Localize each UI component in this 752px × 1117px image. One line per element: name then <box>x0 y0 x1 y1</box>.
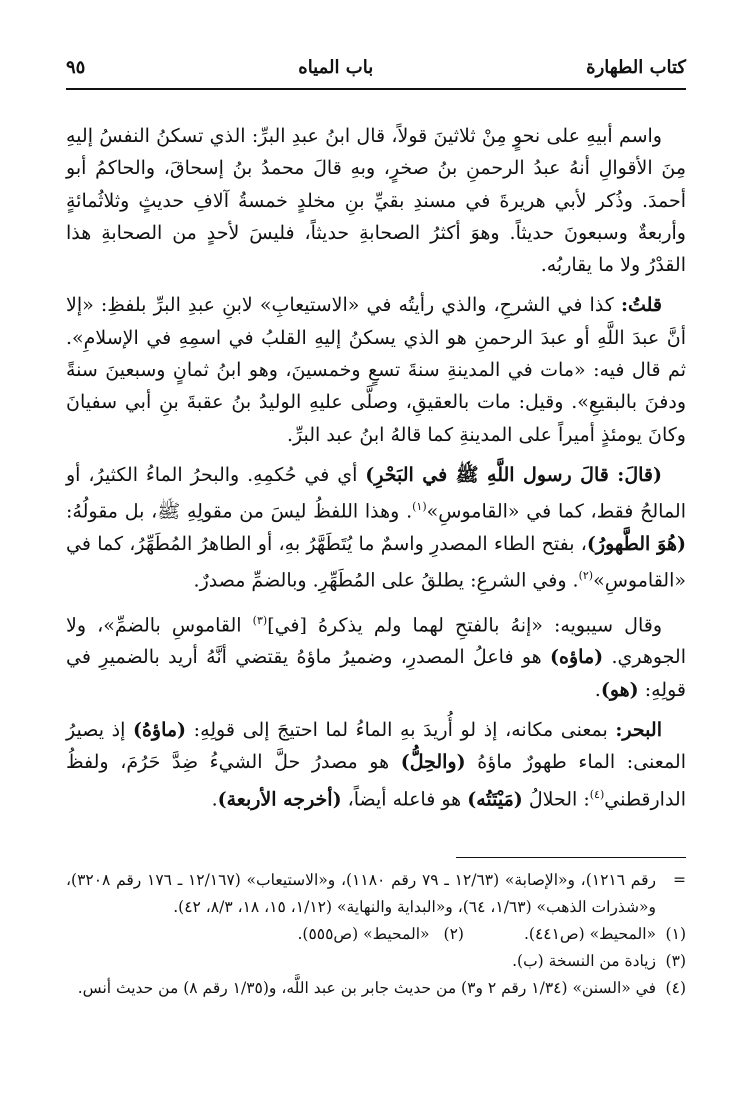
footnote-pair <box>297 921 656 948</box>
chapter-title: باب المياه <box>298 56 374 78</box>
page-number: ٩٥ <box>66 56 86 78</box>
paragraph-2-lead: قلتُ: <box>620 294 662 317</box>
footnote-mark: (٣) <box>665 952 686 970</box>
paragraph-5-text-c: هو مصدرُ حلَّ الشيءُ ضِدَّ حَرُمَ، ولفظُ الدارقطني <box>66 751 686 810</box>
paragraph-1: واسم أبيهِ على نحوٍ مِنْ ثلاثينَ قولاً، قال ابنُ عبدِ البرِّ: الذي تسكنُ النفسُ إليهِ مِنَ الأقوالِ أنهُ عبدُ الرحمنِ بنُ صخرٍ، وبهِ قالَ محمدُ بنُ إسحاقَ، والحاكمُ أبو أحمدَ. وذُكر لأبي هريرةَ في مسندِ بقيِّ بنِ مخلدٍ خمسةُ آلافِ حديثٍ وثلاثُمائةٍ وأربعةٌ وسبعونَ حديثاً. وهوَ أكثرُ الصحابةِ حديثاً، فليسَ لأحدٍ من الصحابةِ هذا القدْرُ ولا ما يقاربُه. <box>66 125 686 277</box>
main-text <box>66 120 686 823</box>
paragraph-4-bold-2: (هو) <box>600 678 639 701</box>
paragraph-3-text-d: . وفي الشرعِ: يطلقُ على المُطَهِّرِ. وبالضمِّ مصدرٌ. <box>193 569 579 592</box>
paragraph-3-text-a: أي في حُكمِهِ. والبحرُ الماءُ الكثيرُ، أو المالحُ فقط، كما في «القاموسِ» <box>66 463 686 523</box>
book-title: كتاب الطهارة <box>586 56 686 78</box>
paragraph-5-bold-2: (والحِلُّ) <box>400 751 466 774</box>
footnote-ref-4: (٤) <box>589 787 605 801</box>
running-header <box>66 50 686 84</box>
footnote-text: زيادة من النسخة (ب). <box>512 952 656 970</box>
footnote-mark: (١) <box>665 925 686 943</box>
paragraph-4 <box>66 605 686 706</box>
footnote-ref-2: (٢) <box>578 569 594 583</box>
footnote-text: في «السنن» (١/٣٤ رقم ٢ و٣) من حديث جابر بن عبد اللَّه، و(١/٣٥ رقم ٨) من حديث أنس. <box>77 979 656 997</box>
paragraph-5-text-d: : الحلالُ <box>522 787 590 810</box>
paragraph-3-lead: (قالَ: قالَ رسول اللَّهِ ﷺ في البَحْرِ) <box>365 463 662 486</box>
paragraph-3-text-b: . وهذا اللفظُ ليسَ من مقولِهِ ﷺ، بل مقولُهُ: <box>66 500 413 523</box>
footnote-mark: (٢) <box>443 925 464 943</box>
paragraph-4-text-d: . <box>594 678 601 701</box>
footnote-text: «المحيط» (ص٥٥٥). <box>297 925 430 943</box>
paragraph-5-text-e: هو فاعله أيضاً، <box>341 787 468 810</box>
footnote-divider <box>456 857 686 858</box>
footnote-mark: (٤) <box>665 979 686 997</box>
footnote-3 <box>66 948 686 975</box>
paragraph-5-text-f: . <box>211 787 218 810</box>
footnote-4 <box>66 975 686 1002</box>
paragraph-4-bold: (ماؤه) <box>550 646 604 669</box>
header-divider <box>66 88 686 90</box>
paragraph-5 <box>66 714 686 815</box>
paragraph-3-text-c: ، بفتح الطاء المصدرِ واسمٌ ما يُتَطَهَّرُ بهِ، أو الطاهرُ المُطَهِّرُ، كما في «القاموسِ» <box>66 532 686 592</box>
paragraph-5-lead: البحر: <box>615 719 662 742</box>
paragraph-5-text-b: إذ يصيرُ المعنى: الماء طهورٌ ماؤهُ <box>66 719 687 774</box>
paragraph-2-text: كذا في الشرحِ، والذي رأيتُه في «الاستيعابِ» لابنِ عبدِ البرِّ بلفظِ: «إلا أنَّ عبدَ اللَّهِ أو عبدَ الرحمنِ هو الذي يسكنُ إليهِ القلبُ في اسمِهِ في الإسلامِ». ثم قال فيه: «مات في المدينةِ سنةَ تسعٍ وخمسينَ، وهو ابنُ ثمانٍ وسبعينَ سنةً ودفنَ بالبقيعِ». وقيل: مات بالعقيقِ، وصلَّى عليهِ الوليدُ بنُ عقبةَ بنِ أبي سفيانَ وكانَ يومئذٍ أميراً على المدينةِ كما قالهُ ابنُ عبد البرِّ. <box>66 294 686 446</box>
paragraph-4-text-b: القاموسِ بالضمِّ»، ولا الجوهري. <box>66 614 687 669</box>
paragraph-5-text-a: بمعنى مكانه، إذ لو أُريدَ بهِ الماءُ لما احتيجَ إلى قولِهِ: <box>186 719 616 742</box>
paragraph-5-bold-1: (ماؤهُ) <box>132 719 187 742</box>
footnote-ref-3: (٣) <box>252 613 268 627</box>
footnote-text: رقم ١٢١٦)، و«الإصابة» (١٢/٦٣ ـ ٧٩ رقم ١١٨٠)، و«الاستيعاب» (١٢/١٦٧ ـ ١٧٦ رقم ٣٢٠٨)، و«شذرات الذهب» (١/٦٣، ٦٤)، و«البداية والنهاية» (١/١٢، ١٥، ١٨، ٨/٣، ٤٢). <box>66 871 656 916</box>
footnote-continuation <box>66 867 686 921</box>
paragraph-5-bold-4: (أخرجه الأربعة) <box>217 787 342 810</box>
footnote-gap <box>430 921 444 948</box>
footnote-1-2 <box>66 921 686 948</box>
paragraph-2 <box>66 289 686 450</box>
footnote-ref-1: (١) <box>412 500 427 514</box>
footnote-gap <box>464 921 524 948</box>
paragraph-4-text-a: وقال سيبويه: «إنهُ بالفتحِ لهما ولم يذكرهُ [في] <box>267 614 662 637</box>
footnote-mark: = <box>673 871 686 889</box>
footnote-text: «المحيط» (ص٤٤١). <box>523 925 656 943</box>
paragraph-3 <box>66 459 686 597</box>
paragraph-4-text-c: هو فاعلُ المصدرِ، وضميرُ ماؤهُ يقتضي أنَّهُ أريد بالضميرِ في قولِهِ: <box>66 646 686 701</box>
paragraph-5-bold-3: (مَيْتَتُه) <box>467 787 523 810</box>
footnotes <box>66 867 686 1002</box>
paragraph-3-bold: (هُوَ الطَّهورُ) <box>586 532 686 555</box>
